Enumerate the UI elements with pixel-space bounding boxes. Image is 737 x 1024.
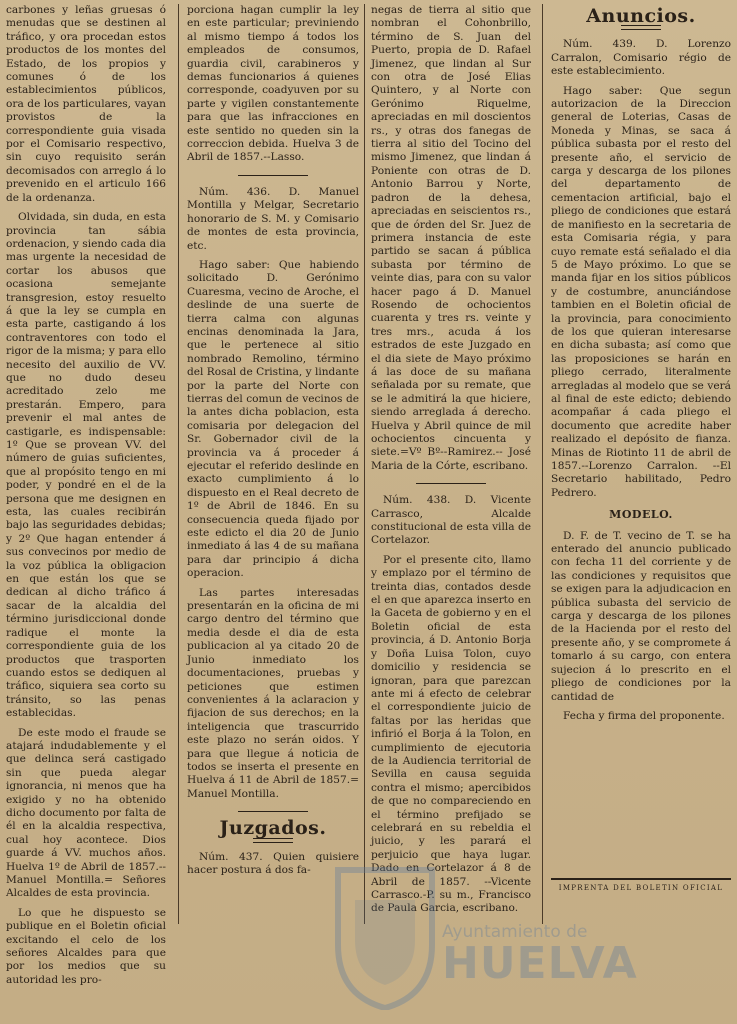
column-2 bbox=[187, 4, 359, 883]
watermark-line-2: HUELVA bbox=[442, 938, 638, 989]
paragraph: negas de tierra al sitio que nombran el Cohonbrillo, término de S. Juan del Puerto, propia de D. Rafael Jimenez, que lindan al Sur con otra de José Elias Quintero, y al Norte con Gerónimo Riquelme, apreciadas en mil doscientos rs., y otras dos fanegas de tierra al sitio del Tocino del mismo Jimenez, que lindan á Poniente con otras de D. Antonio Barrou y Norte, padron de la dehesa, apreciadas en seiscientos rs., que de órden del Sr. Juez de primera instancia de este partido se sacan á pública subasta por término de veinte dias, para con su valor hacer pago á D. Manuel Rosendo de ochocientos cuarenta y tres rs. veinte y tres mrs., acuda á los estrados de este Juzgado en el dia siete de Mayo próximo á las doce de su mañana señalada por su remate, que se le admitirá la que hiciere, siendo arreglada á derecho. Huelva y Abril quince de mil ochocientos cincuenta y siete.=Vº Bº--Ramirez.-- José Maria de la Córte, escribano. bbox=[371, 4, 531, 472]
paragraph: De este modo el fraude se atajará indudablemente y el que delinca será castigado sin que pueda alegar ignorancia, ni menos que ha exigido y no ha obtenido dicho documento por falta de él en la alcaldia respectiva, cual hoy acontece. Dios guarde á VV. muchos años. Huelva 1º de Abril de 1857.--Manuel Montilla.= Señores Alcaldes de esta provincia. bbox=[6, 726, 166, 900]
notice-heading: Núm. 436. D. Manuel Montilla y Melgar, Secretario honorario de S. M. y Comisario de montes de esta provincia, etc. bbox=[187, 185, 359, 252]
archive-watermark bbox=[330, 860, 690, 1010]
paragraph: Lo que he dispuesto se publique en el Boletin oficial excitando el celo de los señores Alcaldes para que por los medios que su autoridad les pro- bbox=[6, 906, 166, 986]
column-rule bbox=[364, 4, 365, 924]
divider bbox=[238, 811, 308, 812]
paragraph: Núm. 437. Quien quisiere hacer postura á dos fa- bbox=[187, 850, 359, 876]
city-shield-icon bbox=[330, 860, 440, 1010]
paragraph: Olvidada, sin duda, en esta provincia tan sábia ordenacion, y siendo cada dia mas urgente la necesidad de cortar los abusos que ocasiona semejante transgresion, estoy resuelto á que la ley se cumpla en esta parte, castigando á los contraventores con todo el rigor de la misma; y para ello necesito del auxilio de VV. que no dudo deseu acreditado zelo me prestarán. Empero, para prevenir el mal antes de castigarle, es indispensable: 1º Que se provean VV. del número de guias suficientes, que al propósito tengo en mi poder, y pondré en el de la persona que me designen en esta, las cuales recibirán bajo las seguridades debidas; y 2º Que hagan entender á sus convecinos por medio de la voz pública la obligacion en que están los que se dedican al dicho tráfico á sacar de la alcaldia del término jurisdiccional donde radique el monte la correspondiente guia de los productos que trasporten cuando estos se dediquen al tráfico, siquiera sea corto su tránsito, so las penas establecidas. bbox=[6, 211, 166, 720]
paragraph: Por el presente cito, llamo y emplazo por el término de treinta dias, contados desde el en que aparezca inserto en la Gaceta de gobierno y en el Boletin oficial de esta provincia, á D. Antonio Borja y Doña Luisa Tolon, cuyo domicilio y residencia se ignoran, para que parezcan ante mi á efecto de celebrar el correspondiente juicio de faltas por las heridas que infirió el Borja á la Tolon, en cumplimiento de ejecutoria de la Audiencia territorial de Sevilla en causa seguida contra el mismo; apercibidos de que no compareciendo en el término prefijado se celebrará en su rebeldia el juicio, y les parará el perjuicio que haya lugar. Dado en Cortelazor á 8 de Abril de 1857. --Vicente Carrasco.-P. su m., Francisco de Paula Garcia, escribano. bbox=[371, 553, 531, 915]
column-rule bbox=[542, 4, 543, 924]
column-3 bbox=[371, 4, 531, 922]
paragraph: Hago saber: Que habiendo solicitado D. Gerónimo Cuaresma, vecino de Aroche, el deslinde de una suerte de tierra calma con algunas encinas denominada la Jara, que le pertenece al sitio nombrado Remolino, término del Rosal de Cristina, y lindante por la parte del Norte con tierras del comun de vecinos de la antes dicha poblacion, esta comisaria por delegacion del Sr. Gobernador civil de la provincia va á proceder á ejecutar el referido deslinde en exacto cumplimiento á lo dispuesto en el Real decreto de 1º de Abril de 1846. En su consecuencia queda fijado por este edicto el dia 20 de Junio inmediato á las 4 de su mañana para dar principio á dicha operacion. bbox=[187, 258, 359, 580]
paragraph: Hago saber: Que segun autorizacion de la Direccion general de Loterias, Casas de Moneda y Minas, se saca á pública subasta por el resto del presente año, el servicio de carga y descarga de los pilones del departamento de cementacion artificial, bajo el pliego de condiciones que estará de manifiesto en la secretaria de esta Comisaria régia, y para cuyo remate está señalado el dia 5 de Mayo próximo. Lo que se manda fijar en los sitios públicos y de costumbre, anunciándose tambien en el Boletin oficial de la provincia, para conocimiento de los que quieran interesarse en dicha subasta; así como que las proposiciones se harán en pliego cerrado, literalmente arregladas al modelo que se verá al final de este edicto; debiendo acompañar á cada pliego el documento que acredite haber realizado el depósito de fianza. Minas de Riotinto 11 de abril de 1857.--Lorenzo Carralon. --El Secretario habilitado, Pedro Pedrero. bbox=[551, 84, 731, 499]
paragraph: carbones y leñas gruesas ó menudas que se destinen al tráfico, y ora procedan estos productos de los montes del Estado, de los propios y comunes ó de los establecimientos públicos, ora de los particulares, vayan provistos de la correspondiente guia visada por el Comisario respectivo, sin cuyo requisito serán decomisados con arreglo á lo prevenido en el articulo 166 de la ordenanza. bbox=[6, 4, 166, 204]
paragraph: Fecha y firma del proponente. bbox=[563, 709, 725, 722]
divider bbox=[238, 175, 308, 176]
notice-heading: Núm. 438. D. Vicente Carrasco, Alcalde constitucional de esta villa de Cortelazor. bbox=[371, 494, 531, 547]
paragraph: porciona hagan cumplir la ley en este particular; previniendo al mismo tiempo á todos los empleados de consumos, guardia civil, carabineros y demas funcionarios á quienes corresponde, coadyuven por su parte y vigilen constantemente para que las infracciones en este sentido no queden sin la correccion debida. Huelva 3 de Abril de 1857.--Lasso. bbox=[187, 4, 359, 164]
modelo-heading: MODELO. bbox=[609, 508, 673, 522]
printer-imprint: IMPRENTA DEL BOLETIN OFICIAL bbox=[551, 878, 731, 892]
section-title-juzgados: Juzgados. bbox=[219, 817, 327, 840]
watermark-line-1: Ayuntamiento de bbox=[442, 922, 588, 942]
column-rule bbox=[178, 4, 179, 924]
paragraph: D. F. de T. vecino de T. se ha enterado del anuncio publicado con fecha 11 del corriente y de las condiciones y requisitos que se exigen para la adjudicacion en pública subasta del servicio de carga y descarga de los pilones de la Hacienda por el resto del presente año, y se compromete á tomarlo á su cargo, con entera sujecion á lo prescrito en el pliego de condiciones por la cantidad de bbox=[551, 529, 731, 703]
section-title-anuncios: Anuncios. bbox=[586, 5, 696, 27]
notice-heading: Núm. 439. D. Lorenzo Carralon, Comisario régio de este establecimiento. bbox=[551, 38, 731, 78]
column-4 bbox=[551, 4, 731, 729]
paragraph: Las partes interesadas presentarán en la oficina de mi cargo dentro del término que media desde el dia de esta publicacion al ya citado 20 de Junio inmediato los documentaciones, pruebas y peticiones que estimen convenientes á la aclaracion y fijacion de sus derechos; en la inteligencia que trascurrido este plazo no serán oidos. Y para que llegue á noticia de todos se inserta el presente en Huelva á 11 de Abril de 1857.= Manuel Montilla. bbox=[187, 586, 359, 800]
divider bbox=[416, 483, 486, 484]
column-1 bbox=[6, 4, 166, 993]
